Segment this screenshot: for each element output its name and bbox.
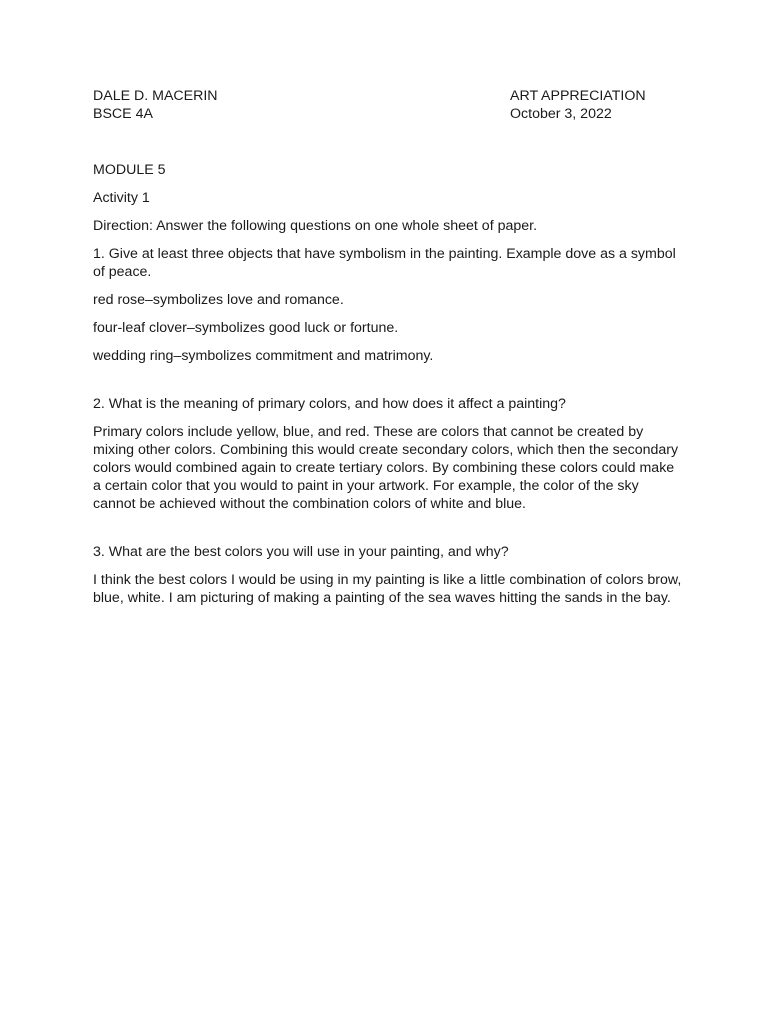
question-2: 2. What is the meaning of primary colors, and how does it affect a painting? <box>93 396 566 412</box>
course-section: BSCE 4A <box>93 106 153 122</box>
document-header <box>93 87 683 123</box>
question-1: 1. Give at least three objects that have symbolism in the painting. Example dove as a symbol of peace. <box>93 246 676 280</box>
subject-name: ART APPRECIATION <box>510 88 646 104</box>
header-row-2 <box>93 105 683 123</box>
module-title: MODULE 5 <box>93 162 166 178</box>
direction-text: Direction: Answer the following questions on one whole sheet of paper. <box>93 218 538 234</box>
document-body <box>93 161 683 617</box>
activity-title: Activity 1 <box>93 190 150 206</box>
answer-1-item: red rose–symbolizes love and romance. <box>93 292 344 308</box>
document-date: October 3, 2022 <box>510 106 612 122</box>
section-spacer <box>93 523 683 543</box>
header-row-1 <box>93 87 683 105</box>
answer-1-item: wedding ring–symbolizes commitment and matrimony. <box>93 348 434 364</box>
student-name: DALE D. MACERIN <box>93 88 218 104</box>
section-spacer <box>93 375 683 395</box>
answer-2: Primary colors include yellow, blue, and red. These are colors that cannot be created by mixing other colors. Combining this would create secondary colors, which then the secondary colors would combined again to create tertiary colors. By combining these colors could make a certain color that you would to paint in your artwork. For example, the color of the sky cannot be achieved without the combination colors of white and blue. <box>93 424 679 512</box>
answer-1-item: four-leaf clover–symbolizes good luck or fortune. <box>93 320 399 336</box>
question-3: 3. What are the best colors you will use in your painting, and why? <box>93 544 509 560</box>
answer-3: I think the best colors I would be using in my painting is like a little combination of colors brow, blue, white. I am picturing of making a painting of the sea waves hitting the sands in the bay. <box>93 572 682 606</box>
